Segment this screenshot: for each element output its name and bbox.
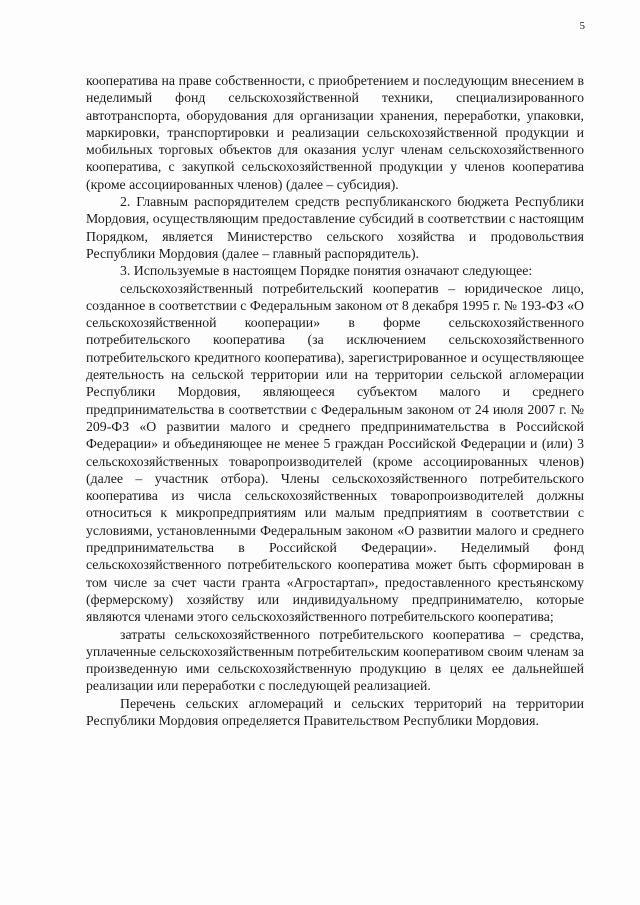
paragraph-1-continuation: кооператива на праве собственности, с приобретением и последующим внесением в неделимый фонд сельскохозяйственной техники, специализированного автотранспорта, оборудования для организации хранения, переработки, упаковки, маркировки, транспортировки и реализации сельскохозяйственной продукции и мобильных торговых объектов для оказания услуг членам сельскохозяйственного кооператива, с закупкой сельскохозяйственной продукции у членов кооператива (кроме ассоциированных членов) (далее – субсидия). [86,73,584,192]
definition-cooperative: сельскохозяйственный потребительский кооператив – юридическое лицо, созданное в соответствии с Федеральным законом от 8 декабря 1995 г. № 193-ФЗ «О сельскохозяйственной кооперации» в форме сельскохозяйственного потребительского кооператива (за исключением сельскохозяйственного потребительского кредитного кооператива), зарегистрированное и осуществляющее деятельность на сельской территории или на территории сельской агломерации Республики Мордовия, являющееся субъектом малого и среднего предпринимательства в соответствии с Федеральным законом от 24 июля 2007 г. № 209-ФЗ «О развитии малого и среднего предпринимательства в Российской Федерации» и объединяющее не менее 5 граждан Российской Федерации и (или) 3 сельскохозяйственных товаропроизводителей (кроме ассоциированных членов) (далее – участник отбора). Члены сельскохозяйственного потребительского кооператива из числа сельскохозяйственных товаропроизводителей должны относиться к микропредприятиям или малым предприятиям в соответствии с условиями, установленными Федеральным законом «О развитии малого и среднего предпринимательства в Российской Федерации». Неделимый фонд сельскохозяйственного потребительского кооператива может быть сформирован в том числе за счет части гранта «Агростартап», предоставленного крестьянскому (фермерскому) хозяйству или индивидуальному предпринимателю, которые являются членами этого сельскохозяйственного потребительского кооператива; [86,280,584,625]
paragraph-2-main-administrator: 2. Главным распорядителем средств республиканского бюджета Республики Мордовия, осуществляющим предоставление субсидий в соответствии с настоящим Порядком, является Министерство сельского хозяйства и продовольствия Республики Мордовия (далее – главный распорядитель). [86,194,584,261]
paragraph-3-definitions-intro: 3. Используемые в настоящем Порядке понятия означают следующее: [120,263,533,279]
definition-costs: затраты сельскохозяйственного потребительского кооператива – средства, уплаченные сельскохозяйственным потребительским кооперативом своим членам за произведенную ими сельскохозяйственную продукцию в целях ее дальнейшей реализации или переработки с последующей реализацией. [86,626,584,694]
page-number: 5 [579,20,585,32]
paragraph-agglomerations-list: Перечень сельских агломераций и сельских территорий на территории Республики Мордовия определяется Правительством Республики Мордовия. [86,695,584,728]
document-body [86,72,584,729]
